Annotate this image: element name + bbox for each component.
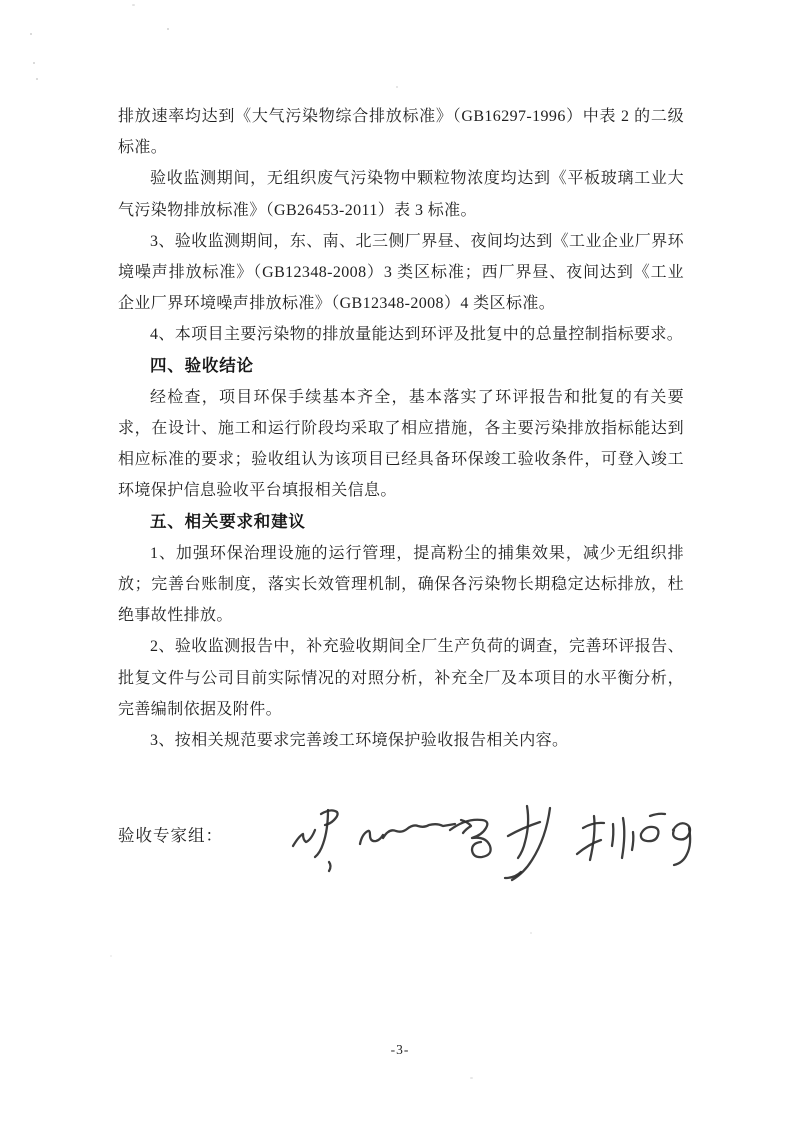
signature-label: 验收专家组： (118, 826, 223, 845)
page-footer (0, 1042, 800, 1058)
paragraph-total-amount-control: 4、本项目主要污染物的排放量能达到环评及批复中的总量控制指标要求。 (150, 326, 684, 344)
handwritten-signature-2 (577, 814, 690, 865)
scan-speckle (36, 78, 38, 80)
heading-requirements-suggestions: 五、相关要求和建议 (150, 512, 306, 531)
scan-speckle (132, 4, 135, 6)
paragraph-fugitive-emissions: 验收监测期间，无组织废气污染物中颗粒物浓度均达到《平板玻璃工业大气污染物排放标准》（GB26453-2011）表 3 标准。 (118, 170, 684, 219)
handwritten-signature-1 (293, 806, 550, 880)
paragraph-suggestion-2: 2、验收监测报告中，补充验收期间全厂生产负荷的调查，完善环评报告、批复文件与公司目前实际情况的对照分析，补充全厂及本项目的水平衡分析，完善编制依据及附件。 (118, 638, 684, 718)
page-number: -3- (390, 1042, 410, 1057)
document-body (118, 101, 684, 756)
scan-speckle (470, 1077, 473, 1079)
handwritten-signatures (265, 788, 695, 898)
paragraph-suggestion-3: 3、按相关规范要求完善竣工环境保护验收报告相关内容。 (150, 732, 569, 750)
scan-speckle (110, 955, 112, 957)
scan-speckle (396, 86, 398, 88)
scan-speckle (530, 932, 532, 934)
scan-speckle (33, 62, 35, 64)
paragraph-conclusion: 经检查，项目环保手续基本齐全，基本落实了环评报告和批复的有关要求，在设计、施工和运行阶段均采取了相应措施，各主要污染排放指标能达到相应标准的要求；验收组认为该项目已经具备环保竣工验收条件，可登入竣工环境保护信息验收平台填报相关信息。 (118, 388, 684, 500)
paragraph-suggestion-1: 1、加强环保治理设施的运行管理，提高粉尘的捕集效果，减少无组织排放；完善台账制度，落实长效管理机制，确保各污染物长期稳定达标排放，杜绝事故性排放。 (118, 544, 684, 625)
scan-speckle (167, 28, 169, 30)
paragraph-noise-standard: 3、验收监测期间，东、南、北三侧厂界昼、夜间均达到《工业企业厂界环境噪声排放标准》（GB12348-2008）3 类区标准；西厂界昼、夜间达到《工业企业厂界环境噪声排放标准》（GB12348-2008）4 类区标准。 (118, 232, 684, 313)
scan-speckle (30, 33, 32, 35)
signature-block (118, 822, 718, 912)
heading-acceptance-conclusion: 四、验收结论 (150, 356, 254, 375)
paragraph-air-standard: 排放速率均达到《大气污染物综合排放标准》（GB16297-1996）中表 2 的二级标准。 (118, 108, 684, 157)
